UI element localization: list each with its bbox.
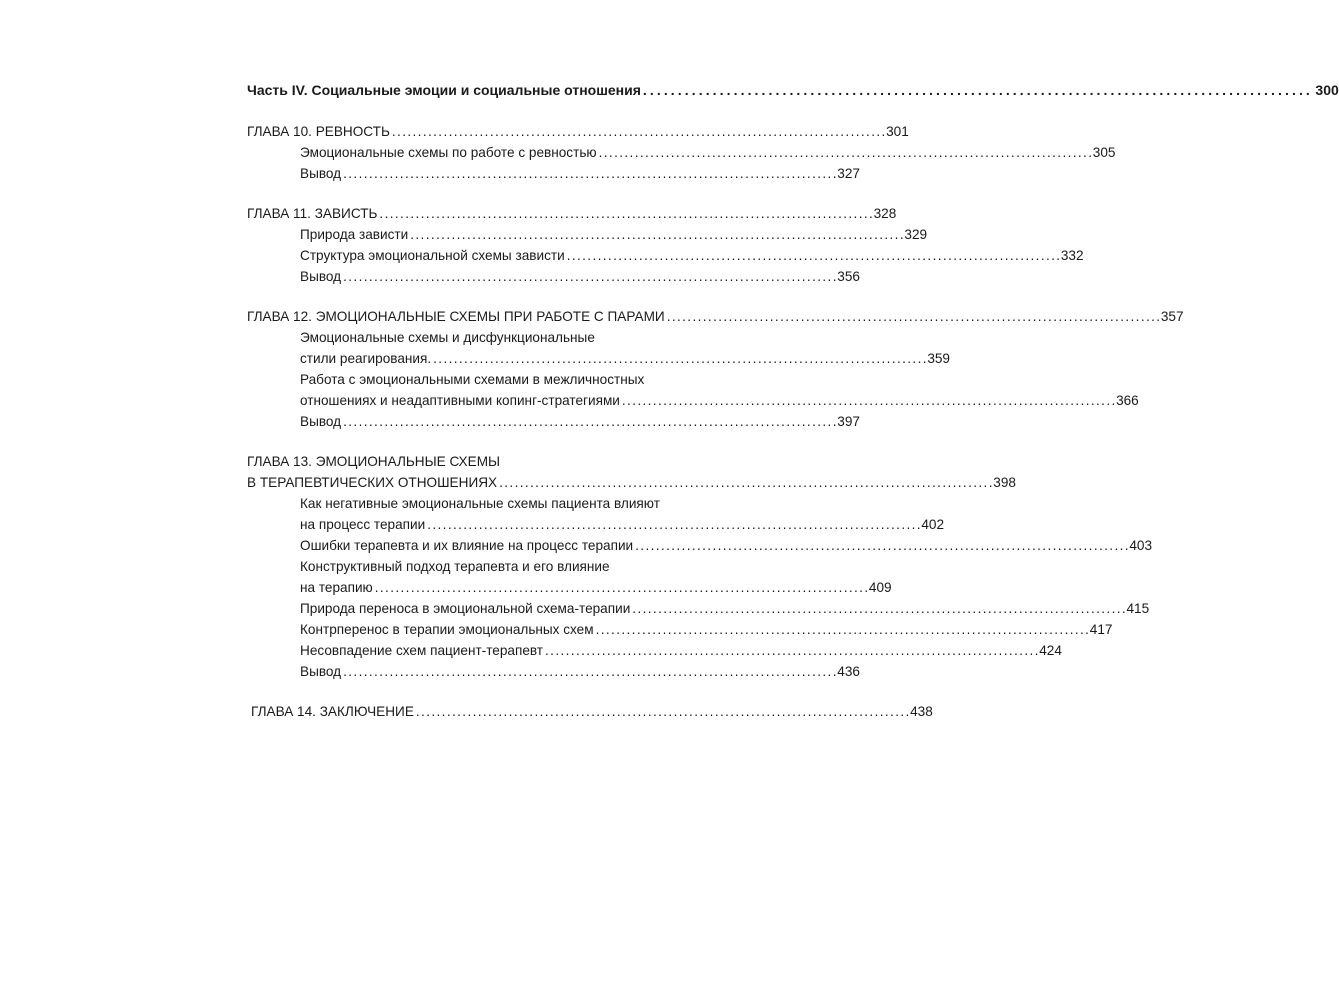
entry-title: Вывод <box>300 269 342 284</box>
entry-page-number: 366 <box>1116 393 1139 408</box>
entry-title-line: Эмоциональные схемы и дисфункциональные <box>300 330 595 345</box>
toc-entry <box>247 514 945 535</box>
chapter-page-number: 357 <box>1160 309 1184 324</box>
chapter-title: В ТЕРАПЕВТИЧЕСКИХ ОТНОШЕНИЯХ <box>247 475 498 490</box>
entry-title: Контрперенос в терапии эмоциональных схем <box>300 622 594 637</box>
leader-dots <box>643 80 1310 101</box>
leader-dots <box>545 640 1037 661</box>
toc-entry <box>247 390 1139 411</box>
entry-page-number: 356 <box>837 269 860 284</box>
toc-entry <box>247 142 1116 163</box>
chapter-group-10 <box>247 121 1116 184</box>
chapter-page-number: 438 <box>910 704 933 719</box>
chapter-title: ГЛАВА 11. ЗАВИСТЬ <box>247 206 378 221</box>
entry-title: на терапию <box>300 580 373 595</box>
chapter-page-number: 398 <box>993 475 1016 490</box>
entry-title-line: Как негативные эмоциональные схемы пациента влияют <box>300 496 660 511</box>
entry-page-number: 305 <box>1092 145 1116 160</box>
entry-title-line: Конструктивный подход терапевта и его влияние <box>300 559 610 574</box>
table-of-contents <box>247 80 1339 722</box>
entry-page-number: 327 <box>837 166 860 181</box>
chapter-title: ГЛАВА 12. ЭМОЦИОНАЛЬНЫЕ СХЕМЫ ПРИ РАБОТЕ С ПАРАМИ <box>247 309 665 324</box>
toc-entry <box>247 619 1113 640</box>
entry-page-number: 415 <box>1126 601 1150 616</box>
chapter-title: ГЛАВА 14. ЗАКЛЮЧЕНИЕ <box>251 704 414 719</box>
leader-dots <box>410 224 902 245</box>
leader-dots <box>499 472 991 493</box>
chapter-page-number: 328 <box>873 206 897 221</box>
chapter-group-13 <box>247 451 1153 682</box>
toc-entry <box>247 224 928 245</box>
part-page-number: 300 <box>1315 82 1339 98</box>
entry-title: Вывод <box>300 664 342 679</box>
entry-title: Эмоциональные схемы по работе с ревностью <box>300 145 597 160</box>
chapter-title-line: ГЛАВА 13. ЭМОЦИОНАЛЬНЫЕ СХЕМЫ <box>247 454 501 469</box>
toc-entry <box>247 577 892 598</box>
chapter-heading <box>247 203 897 224</box>
leader-dots <box>635 535 1127 556</box>
leader-dots <box>632 598 1124 619</box>
entry-title: стили реагирования. <box>300 351 432 366</box>
toc-entry <box>247 411 860 432</box>
entry-page-number: 329 <box>904 227 928 242</box>
toc-entry <box>247 348 950 369</box>
entry-page-number: 403 <box>1129 538 1153 553</box>
part-title: Часть IV. Социальные эмоции и социальные отношения <box>247 82 641 98</box>
entry-page-number: 332 <box>1060 248 1084 263</box>
chapter-group-11 <box>247 203 1084 287</box>
entry-page-number: 424 <box>1039 643 1062 658</box>
chapter-heading <box>247 701 933 722</box>
leader-dots <box>343 266 835 287</box>
leader-dots <box>416 701 908 722</box>
leader-dots <box>392 121 884 142</box>
toc-entry <box>247 266 860 287</box>
toc-entry <box>247 535 1153 556</box>
leader-dots <box>379 203 871 224</box>
entry-title: на процесс терапии <box>300 517 426 532</box>
toc-entry <box>247 598 1150 619</box>
leader-dots <box>667 306 1159 327</box>
leader-dots <box>343 163 835 184</box>
leader-dots <box>343 661 835 682</box>
entry-page-number: 417 <box>1089 622 1113 637</box>
toc-entry <box>247 245 1084 266</box>
leader-dots <box>375 577 867 598</box>
entry-page-number: 402 <box>921 517 945 532</box>
entry-page-number: 359 <box>927 351 950 366</box>
leader-dots <box>433 348 925 369</box>
entry-title: Природа переноса в эмоциональной схема-терапии <box>300 601 631 616</box>
entry-page-number: 397 <box>837 414 860 429</box>
leader-dots <box>427 514 919 535</box>
entry-title: Вывод <box>300 166 342 181</box>
chapter-page-number: 301 <box>886 124 909 139</box>
toc-entry <box>247 640 1062 661</box>
entry-title: Вывод <box>300 414 342 429</box>
chapter-title: ГЛАВА 10. РЕВНОСТЬ <box>247 124 390 139</box>
chapter-heading <box>247 306 1184 327</box>
entry-title-line: Работа с эмоциональными схемами в межличностных <box>300 372 645 387</box>
entry-title: Структура эмоциональной схемы зависти <box>300 248 565 263</box>
toc-entry <box>247 163 860 184</box>
toc-entry <box>247 661 860 682</box>
entry-page-number: 409 <box>868 580 892 595</box>
entry-title: Ошибки терапевта и их влияние на процесс терапии <box>300 538 634 553</box>
entry-title: Природа зависти <box>300 227 409 242</box>
part-heading <box>247 80 1339 101</box>
entry-title: Несовпадение схем пациент-терапевт <box>300 643 544 658</box>
chapter-heading <box>247 121 909 142</box>
entry-title: отношениях и неадаптивными копинг-стратегиями <box>300 393 620 408</box>
leader-dots <box>622 390 1114 411</box>
leader-dots <box>596 619 1088 640</box>
leader-dots <box>599 142 1091 163</box>
chapter-heading <box>247 472 1016 493</box>
leader-dots <box>343 411 835 432</box>
leader-dots <box>567 245 1059 266</box>
entry-page-number: 436 <box>837 664 860 679</box>
chapter-group-12 <box>247 306 1184 432</box>
